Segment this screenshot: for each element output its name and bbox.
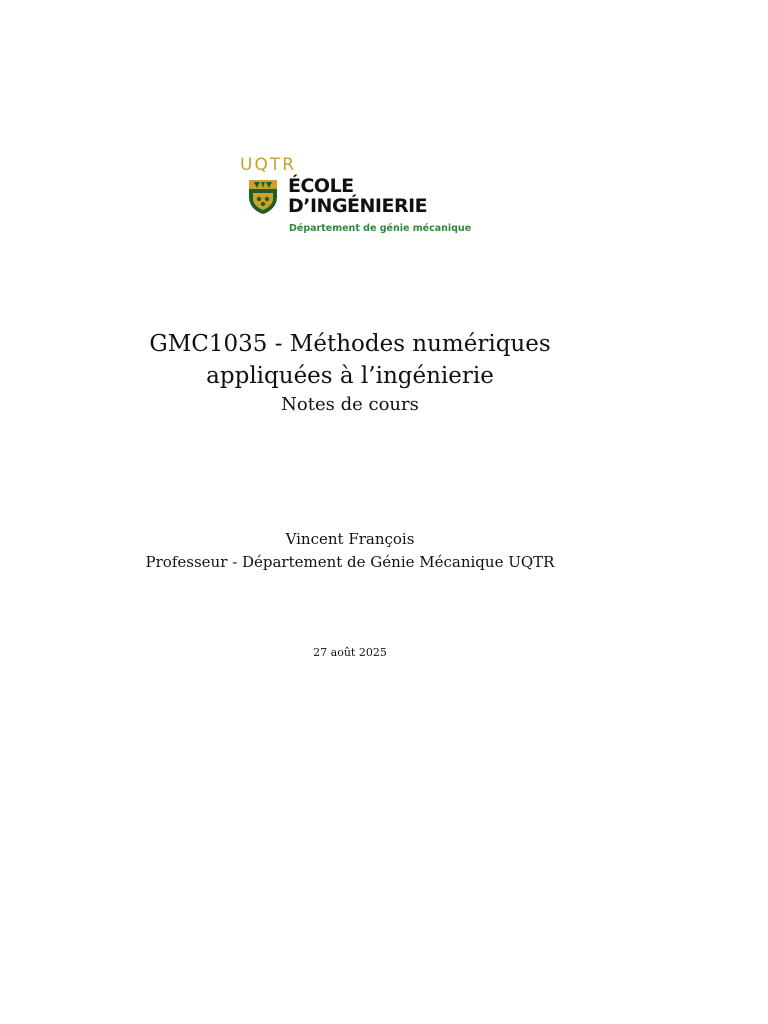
document-title-line-2: appliquées à l’ingénierie	[206, 363, 494, 389]
shield-icon	[248, 179, 278, 215]
document-date: 27 août 2025	[313, 646, 387, 659]
document-subtitle: Notes de cours	[281, 394, 419, 415]
document-title-line-1: GMC1035 - Méthodes numériques	[149, 331, 551, 357]
logo-department-text: Département de génie mécanique	[289, 223, 472, 234]
uqtr-logo	[240, 157, 470, 239]
author-role: Professeur - Département de Génie Mécanique UQTR	[145, 553, 555, 571]
logo-brand-text: UQTR	[240, 155, 297, 175]
logo-ingenierie-text: D’INGÉNIERIE	[288, 195, 428, 217]
logo-ecole-text: ÉCOLE	[288, 175, 354, 197]
author-name: Vincent François	[285, 530, 415, 548]
